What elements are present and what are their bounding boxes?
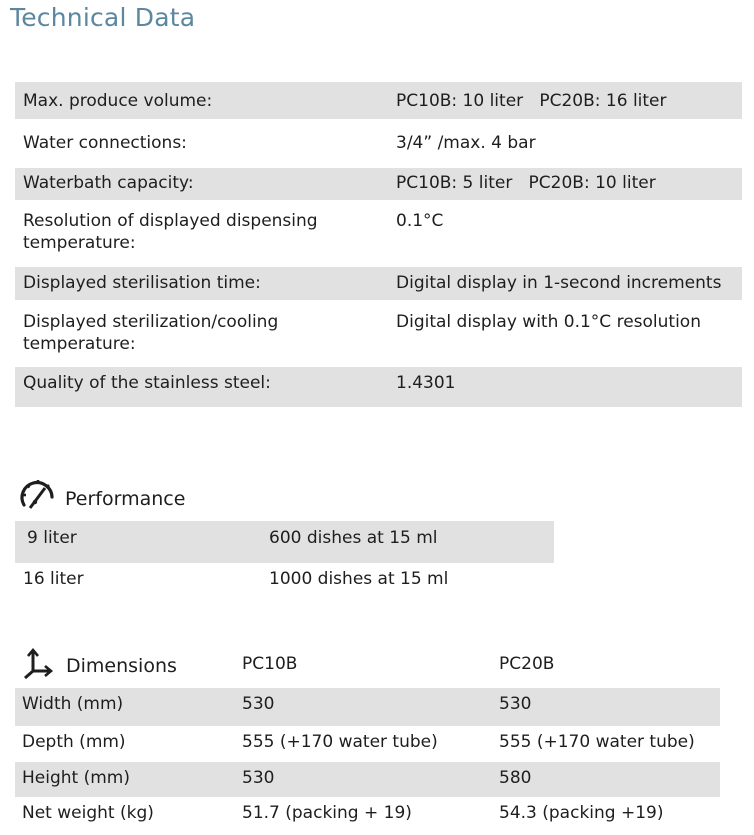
table-row — [15, 726, 720, 762]
row-label: Displayed sterilization/cooling temperature: — [23, 312, 279, 354]
row-value: 0.1°C — [396, 211, 444, 231]
dimensions-header — [22, 647, 177, 684]
performance-title: Performance — [65, 488, 186, 510]
row-label: Depth (mm) — [22, 732, 126, 752]
table-row — [15, 126, 742, 162]
row-value: 600 dishes at 15 ml — [269, 528, 438, 548]
row-label: Height (mm) — [22, 768, 130, 788]
row-value: 530 — [242, 768, 275, 788]
row-label: Water connections: — [23, 133, 187, 153]
row-label: Width (mm) — [22, 694, 124, 714]
table-row — [15, 168, 742, 200]
column-header-pc20b: PC20B — [499, 654, 555, 674]
row-value: 54.3 (packing +19) — [499, 803, 664, 823]
row-label: Displayed sterilisation time: — [23, 273, 261, 293]
speedometer-icon — [18, 475, 58, 520]
table-row — [15, 762, 720, 797]
row-value: Digital display in 1-second increments — [396, 273, 722, 293]
row-label: 16 liter — [23, 569, 84, 589]
table-row — [15, 521, 554, 563]
row-value: 580 — [499, 768, 532, 788]
row-value: 530 — [499, 694, 532, 714]
row-label: Waterbath capacity: — [23, 173, 194, 193]
axes-icon — [22, 647, 54, 684]
table-row — [15, 267, 742, 300]
page-title: Technical Data — [10, 3, 196, 32]
row-label: Quality of the stainless steel: — [23, 373, 271, 393]
table-row — [15, 207, 742, 263]
row-label: Max. produce volume: — [23, 91, 213, 111]
table-row — [15, 308, 742, 364]
row-value: Digital display with 0.1°C resolution — [396, 312, 701, 332]
performance-header — [18, 475, 185, 520]
row-value: PC10B: 5 liter PC20B: 10 liter — [396, 173, 656, 193]
row-label: 9 liter — [27, 528, 77, 548]
table-row — [15, 563, 554, 601]
column-header-pc10b: PC10B — [242, 654, 298, 674]
row-value: 555 (+170 water tube) — [242, 732, 438, 752]
row-value: 1.4301 — [396, 373, 456, 393]
row-label: Net weight (kg) — [22, 803, 154, 823]
row-value: 1000 dishes at 15 ml — [269, 569, 449, 589]
table-row — [15, 797, 720, 833]
row-value: 51.7 (packing + 19) — [242, 803, 412, 823]
table-row — [15, 688, 720, 726]
table-row — [15, 82, 742, 119]
row-value: 530 — [242, 694, 275, 714]
row-value: 555 (+170 water tube) — [499, 732, 695, 752]
row-value: PC10B: 10 liter PC20B: 16 liter — [396, 91, 667, 111]
table-row — [15, 367, 742, 407]
dimensions-title: Dimensions — [66, 654, 177, 677]
row-value: 3/4” /max. 4 bar — [396, 133, 536, 153]
row-label: Resolution of displayed dispensing temperature: — [23, 211, 318, 253]
